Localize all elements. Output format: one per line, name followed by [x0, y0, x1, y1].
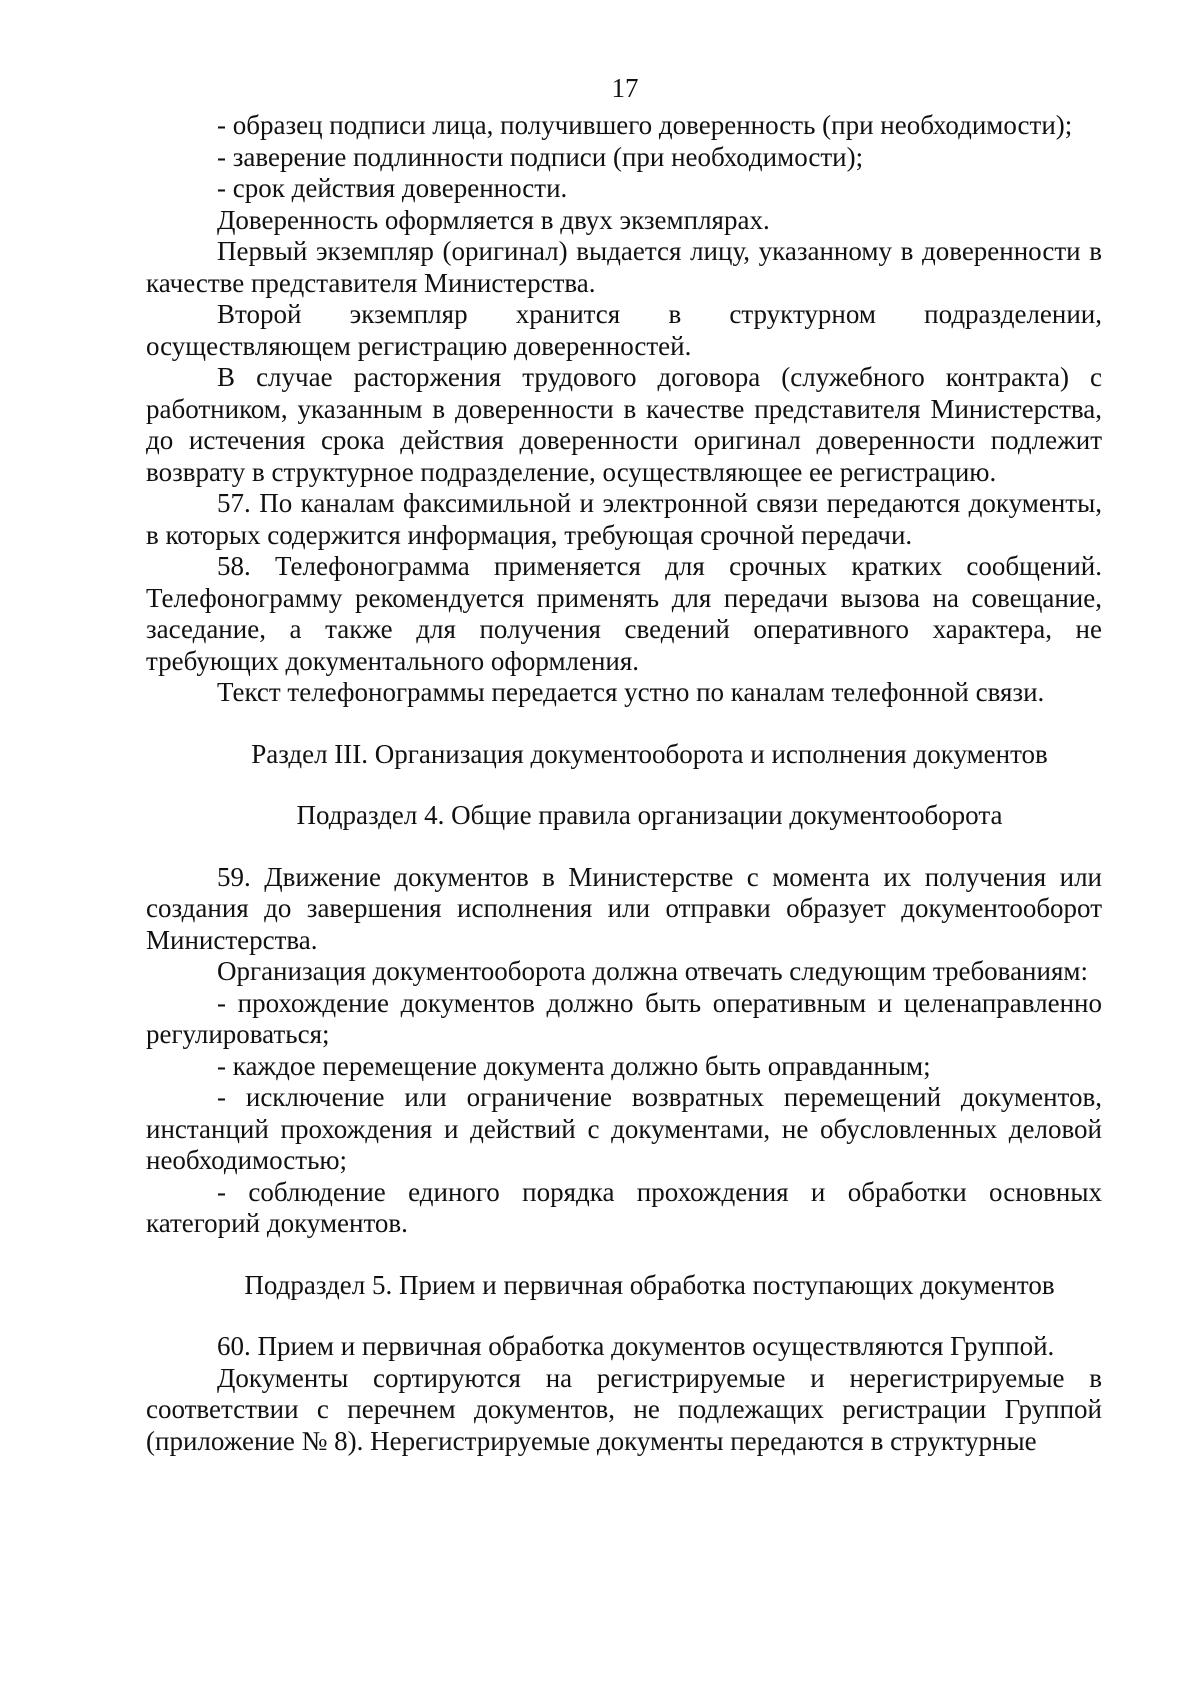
paragraph-item-57: 57. По каналам факсимильной и электронной связи передаются документы, в которых содержится информация, требующая срочной передачи. — [146, 488, 1102, 550]
section-heading-3: Раздел III. Организация документооборота и исполнения документов — [251, 738, 1048, 769]
paragraph-item-59: 59. Движение документов в Министерстве с момента их получения или создания до завершения исполнения или отправки образует документооборот Министерства. — [146, 861, 1102, 955]
list-item-requirement-3: - исключение или ограничение возвратных перемещений документов, инстанций прохождения и действий с документами, не обусловленных деловой необходимостью; — [146, 1082, 1102, 1175]
document-body — [146, 110, 1102, 1457]
paragraph-requirements-intro: Организация документооборота должна отвечать следующим требованиям: — [217, 956, 1088, 986]
paragraph-signature-sample: - образец подписи лица, получившего доверенность (при необходимости); — [217, 110, 1073, 140]
subsection-heading-5: Подраздел 5. Прием и первичная обработка поступающих документов — [244, 1269, 1055, 1300]
paragraph-document-sorting: Документы сортируются на регистрируемые и нерегистрируемые в соответствии с перечнем документов, не подлежащих регистрации Группой (приложение № 8). Нерегистрируемые документы передаются в структурные — [146, 1362, 1102, 1456]
subsection-heading-4: Подраздел 4. Общие правила организации документооборота — [296, 800, 1003, 830]
paragraph-contract-termination: В случае расторжения трудового договора (служебного контракта) с работником, указанным в доверенности в качестве представителя Министерства, до истечения срока действия доверенности оригинал доверенности подлежит возврату в структурное подразделение, осуществляющее ее регистрацию. — [146, 362, 1102, 487]
paragraph-second-copy: Второй экземпляр хранится в структурном подразделении, осуществляющем регистрацию доверенностей. — [146, 299, 1102, 361]
paragraph-first-copy: Первый экземпляр (оригинал) выдается лицу, указанному в доверенности в качестве представителя Министерства. — [146, 236, 1102, 298]
paragraph-item-60: 60. Прием и первичная обработка документов осуществляются Группой. — [217, 1331, 1055, 1361]
paragraph-item-58: 58. Телефонограмма применяется для срочных кратких сообщений. Телефонограмму рекомендуется применять для передачи вызова на совещание, заседание, а также для получения сведений оперативного характера, не требующих документального оформления. — [146, 551, 1102, 676]
paragraph-telephonogram-text: Текст телефонограммы передается устно по каналам телефонной связи. — [217, 677, 1045, 707]
paragraph-two-copies: Доверенность оформляется в двух экземплярах. — [217, 204, 770, 235]
list-item-requirement-1: - прохождение документов должно быть оперативным и целенаправленно регулироваться; — [146, 987, 1102, 1049]
page-number: 17 — [611, 73, 639, 103]
paragraph-validity-period: - срок действия доверенности. — [217, 173, 568, 203]
list-item-requirement-4: - соблюдение единого порядка прохождения и обработки основных категорий документов. — [146, 1176, 1102, 1238]
paragraph-signature-certification: - заверение подлинности подписи (при необходимости); — [217, 141, 864, 172]
list-item-requirement-2: - каждое перемещение документа должно быть оправданным; — [217, 1050, 931, 1081]
